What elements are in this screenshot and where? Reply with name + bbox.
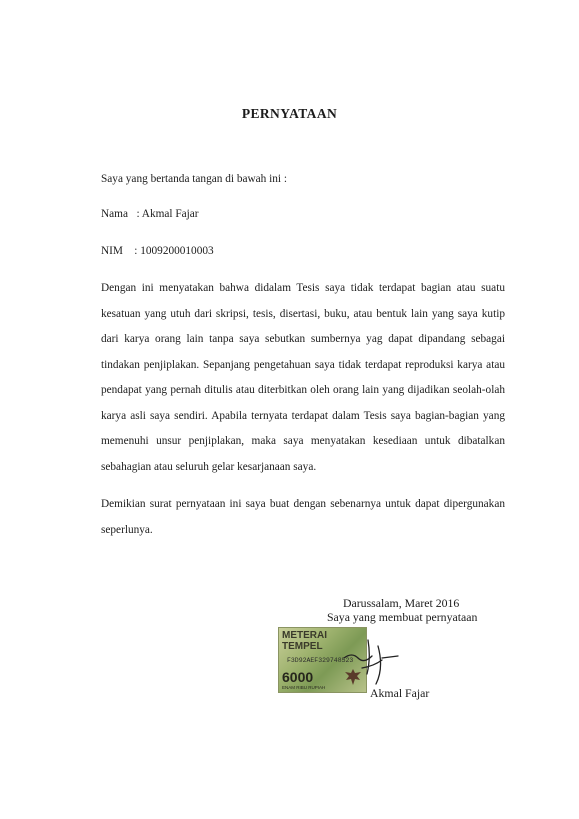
closing-paragraph: Demikian surat pernyataan ini saya buat dengan sebenarnya untuk dapat dipergunakan seperlunya.: [101, 498, 505, 536]
stamp-bottom-text: ENAM RIBU RUPIAH: [282, 685, 326, 690]
statement-paragraph: Dengan ini menyatakan bahwa didalam Tesis saya tidak terdapat bagian atau suatu kesatuan yang utuh dari skripsi, tesis, disertasi, buku, atau bentuk lain yang saya kutip dari karya orang lain tanpa saya sebutkan sumbernya yag dapat dipandang sebagai tindakan penjiplakan. Sepanjang pengetahuan saya tidak terdapat reproduksi karya atau pendapat yang pernah ditulis atau diterbitkan oleh orang lain yang dijadikan seolah-olah karya asli saya sendiri. Apabila ternyata terdapat dalam Tesis saya bagian-bagian yang memenuhi unsur penjiplakan, maka saya menyatakan kesediaan untuk dibatalkan sebahagian atau seluruh gelar kesarjanaan saya.: [101, 282, 505, 473]
nim-field: NIM : 1009200010003: [101, 245, 214, 257]
stamp-value: 6000: [282, 669, 314, 685]
stamp-line1: METERAI: [282, 630, 327, 641]
name-field: Nama : Akmal Fajar: [101, 208, 199, 220]
handwritten-signature: [338, 628, 402, 686]
signer-name: Akmal Fajar: [370, 686, 430, 700]
place-date: Darussalam, Maret 2016: [343, 596, 460, 610]
stamp-line2: TEMPEL: [282, 641, 323, 652]
stamp-code: F3D92AEF329748523: [287, 657, 354, 664]
intro-text: Saya yang bertanda tangan di bawah ini :: [101, 173, 288, 185]
signer-title: Saya yang membuat pernyataan: [327, 610, 478, 624]
document-title: PERNYATAAN: [241, 106, 338, 121]
